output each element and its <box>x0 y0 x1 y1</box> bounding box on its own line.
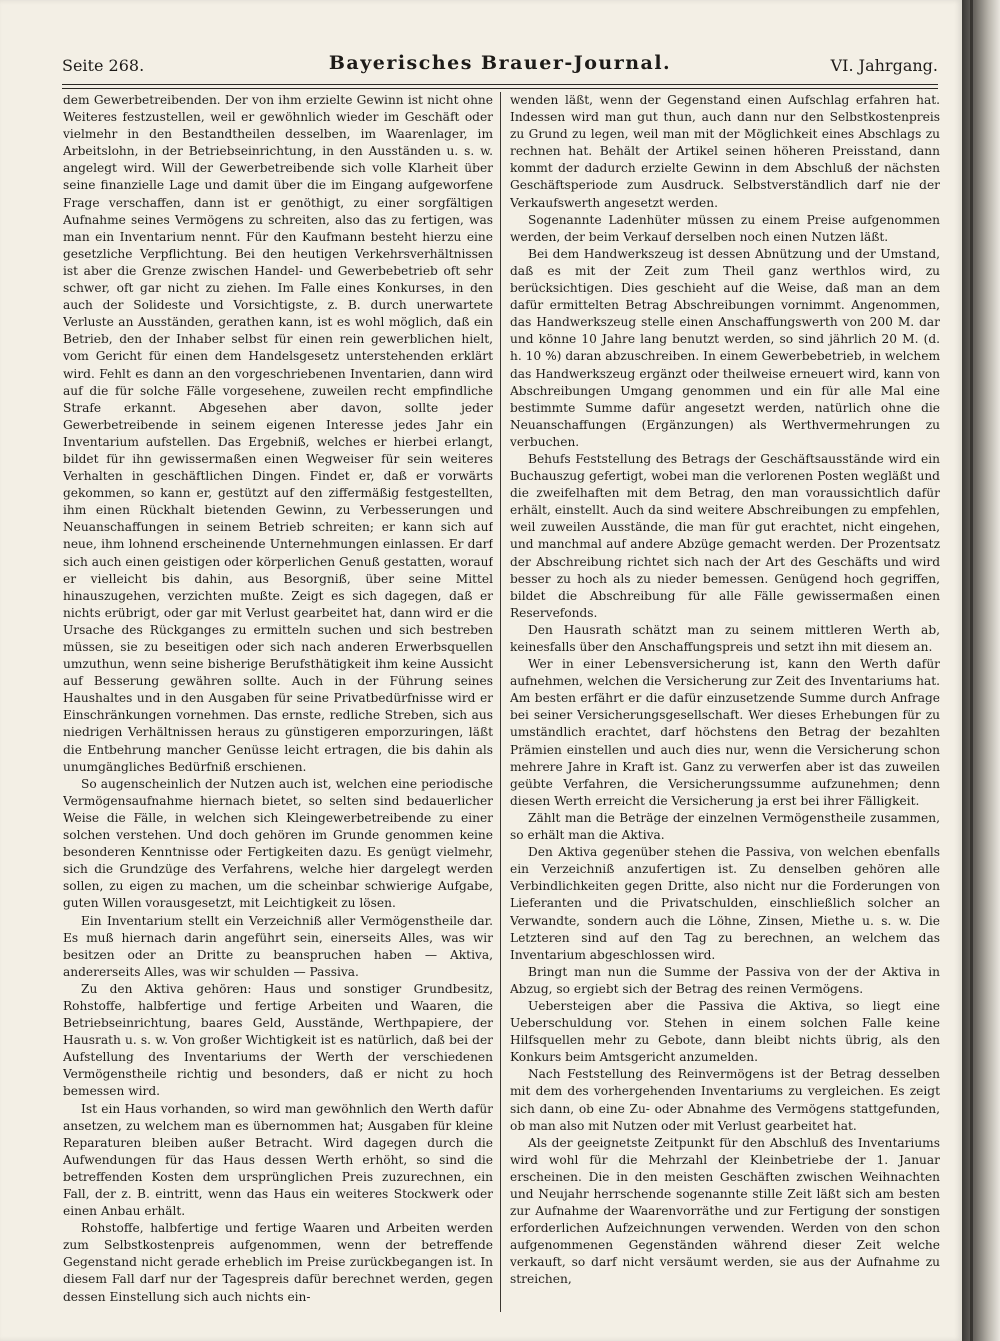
paragraph: Ein Inventarium stellt ein Verzeichniß aller Vermögenstheile dar. Es muß hiernach darin angeführt sein, einerseits Alles, was wir besitzen oder an Dritte zu beanspruchen haben — Aktiva, andererseits Alles, was wir schulden — Passiva. <box>63 913 493 979</box>
page-header <box>62 50 938 82</box>
column-divider <box>500 92 501 1312</box>
header-rule-thin <box>62 88 938 89</box>
page-number: Seite 268. <box>62 56 145 75</box>
volume-label: VI. Jahrgang. <box>830 56 938 75</box>
paragraph: Behufs Feststellung des Betrags der Geschäftsausstände wird ein Buchauszug gefertigt, wobei man die verlorenen Posten wegläßt und die zweifelhaften mit dem Betrag, den man voraussichtlich dafür erhält, einstellt. Auch da sind weitere Abschreibungen zu empfehlen, weil zuweilen Ausstände, die man für gut erachtet, nicht eingehen, und manchmal auf andere Abzüge gemacht werden. Der Prozentsatz der Abschreibung richtet sich nach der Art des Geschäfts und wird besser zu hoch als zu nieder bemessen. Genügend hoch gegriffen, bildet die Abschreibung für alle Fälle gewissermaßen einen Reservefonds. <box>510 451 940 620</box>
paragraph: So augenscheinlich der Nutzen auch ist, welchen eine periodische Vermögensaufnahme hiernach bietet, so selten sind bedauerlicher Weise die Fälle, in welchen sich Kleingewerbetreibende zu einer solchen verstehen. Und doch gehören im Grunde genommen keine besonderen Kenntnisse oder Fertigkeiten dazu. Es genügt vielmehr, sich die Grundzüge des Verfahrens, welche hier dargelegt werden sollen, zu eigen zu machen, um die scheinbar schwierige Aufgabe, guten Willen vorausgesetzt, mit Leichtigkeit zu lösen. <box>63 776 493 911</box>
paragraph: Den Aktiva gegenüber stehen die Passiva, von welchen ebenfalls ein Verzeichniß anzufertigen ist. Zu denselben gehören alle Verbindlichkeiten gegen Dritte, also nicht nur die Forderungen von Lieferanten und die Privatschulden, einschließlich solcher an Verwandte, sondern auch die Löhne, Zinsen, Miethe u. s. w. Die Letzteren sind auf den Tag zu berechnen, an welchem das Inventarium abgeschlossen wird. <box>510 845 940 962</box>
page-edge <box>962 0 1000 1341</box>
paragraph: Sogenannte Ladenhüter müssen zu einem Preise aufgenommen werden, der beim Verkauf derselben noch einen Nutzen läßt. <box>510 212 940 244</box>
paragraph: wenden läßt, wenn der Gegenstand einen Aufschlag erfahren hat. Indessen wird man gut thun, auch dann nur den Selbstkostenpreis zu Grund zu legen, weil man mit der Möglichkeit eines Abschlags zu rechnen hat. Behält der Artikel seinen höheren Preisstand, dann kommt der dadurch erzielte Gewinn in dem Abschluß der nächsten Geschäftsperiode zum Ausdruck. Selbstverständlich darf nie der Verkaufswerth angesetzt werden. <box>510 93 940 210</box>
paragraph: Zu den Aktiva gehören: Haus und sonstiger Grundbesitz, Rohstoffe, halbfertige und fertige Arbeiten und Waaren, die Betriebseinrichtung, baares Geld, Ausstände, Werthpapiere, der Hausrath u. s. w. Von großer Wichtigkeit ist es natürlich, daß bei der Aufstellung des Inventariums der Werth der verschiedenen Vermögenstheile richtig und besonders, daß er nicht zu hoch bemessen wird. <box>63 981 493 1099</box>
journal-title: Bayerisches Brauer-Journal. <box>328 52 672 74</box>
paragraph: Bei dem Handwerkszeug ist dessen Abnützung und der Umstand, daß es mit der Zeit zum Theil ganz werthlos wird, zu berücksichtigen. Dies geschieht auf die Weise, daß man an dem dafür ermittelten Betrag Abschreibungen vornimmt. Angenommen, das Handwerkszeug stelle einen Anschaffungswerth von 200 M. dar und könne 10 Jahre lang benutzt werden, so sind jährlich 20 M. (d. h. 10 %) daran abzuschreiben. In einem Gewerbebetrieb, in welchem das Handwerkszeug ergänzt oder theilweise erneuert wird, kann von Abschreibungen Umgang genommen und ein für alle Mal eine bestimmte Summe dafür angesetzt werden, natürlich ohne die Neuanschaffungen (Ergänzungen) als Werthvermehrungen zu verbuchen. <box>510 246 940 449</box>
right-column <box>510 92 940 1318</box>
paragraph: Bringt man nun die Summe der Passiva von der der Aktiva in Abzug, so ergiebt sich der Betrag des reinen Vermögens. <box>510 964 940 996</box>
paragraph: Wer in einer Lebensversicherung ist, kann den Werth dafür aufnehmen, welchen die Versicherung zur Zeit des Inventariums hat. Am besten erfährt er die dafür einzusetzende Summe durch Anfrage bei seiner Versicherungsgesellschaft. Wer dieses Erhebungen für zu umständlich erachtet, darf höchstens den Betrag der bezahlten Prämien einstellen und auch dies nur, wenn die Versicherung schon mehrere Jahre in Kraft ist. Ganz zu verwerfen aber ist das zuweilen geübte Verfahren, die Versicherungssumme aufzunehmen; denn diesen Werth erreicht die Versicherung ja erst bei ihrer Fälligkeit. <box>510 657 940 808</box>
header-rule <box>62 84 938 85</box>
paragraph: dem Gewerbetreibenden. Der von ihm erzielte Gewinn ist nicht ohne Weiteres festzustellen, weil er gewöhnlich wieder im Geschäft oder vielmehr in den Bestandtheilen desselben, im Waarenlager, im Arbeitslohn, in der Betriebseinrichtung, in den Ausständen u. s. w. angelegt wird. Will der Gewerbetreibende sich volle Klarheit über seine finanzielle Lage und damit über die im Eingang aufgeworfene Frage verschaffen, dann ist er genöthigt, zu einer sorgfältigen Aufnahme seines Vermögens zu schreiten, also das zu fertigen, was man ein Inventarium nennt. Für den Kaufmann besteht hierzu eine gesetzliche Verpflichtung. Bei den heutigen Verkehrsverhältnissen ist aber die Grenze zwischen Handel- und Gewerbebetrieb oft sehr schwer, oft gar nicht zu ziehen. Im Falle eines Konkurses, in den auch der Solideste und Vorsichtigste, z. B. durch unerwartete Verluste an Ausständen, gerathen kann, ist es wohl möglich, daß ein Betrieb, den der Inhaber selbst für einen rein gewerblichen hielt, vom Gericht für einen dem Handelsgesetz unterstehenden erklärt wird. Fehlt es dann an den vorgeschriebenen Inventarien, dann wird auf die für solche Fälle vorgesehene, zuweilen recht empfindliche Strafe erkannt. Abgesehen aber davon, sollte jeder Gewerbetreibende in seinem eigenen Interesse jedes Jahr ein Inventarium aufstellen. Das Ergebniß, welches er hierbei erlangt, bildet für ihn gewissermaßen einen Wegweiser für sein weiteres Verhalten in geschäftlichen Dingen. Findet er, daß er vorwärts gekommen, so kann er, gestützt auf den ziffermäßig festgestellten, ihm einen Rückhalt bietenden Gewinn, zu Verbesserungen und Neuanschaffungen in seinem Betrieb schreiten; er kann sich auf neue, ihm lohnend erscheinende Unternehmungen einlassen. Er darf sich auch einen geistigen oder körperlichen Genuß gestatten, worauf er vielleicht bis dahin, aus Besorgniß, über seine Mittel hinauszugehen, verzichten mußte. Zeigt es sich dagegen, daß er nichts erübrigt, oder gar mit Verlust gearbeitet hat, dann wird er die Ursache des Rückganges zu ermitteln suchen und sich bestreben müssen, sie zu beseitigen oder sich nach anderen Erwerbsquellen umzuthun, wenn seine bisherige Berufsthätigkeit ihm keine Aussicht auf Besserung gewähren sollte. Auch in der Führung seines Haushaltes und in den Ausgaben für seine Privatbedürfnisse wird er Einschränkungen vornehmen. Das ernste, redliche Streben, sich aus niedrigen Verhältnissen heraus zu günstigeren emporzuringen, läßt die Entbehrung mancher Genüsse leicht ertragen, die bis dahin als unumgängliches Bedürfniß erschienen. <box>63 93 493 774</box>
left-column <box>63 92 493 1318</box>
paragraph: Nach Feststellung des Reinvermögens ist der Betrag desselben mit dem des vorhergehenden Inventariums zu vergleichen. Es zeigt sich dann, ob eine Zu- oder Abnahme des Vermögens stattgefunden, ob man also mit Nutzen oder mit Verlust gearbeitet hat. <box>510 1067 940 1133</box>
paragraph: Uebersteigen aber die Passiva die Aktiva, so liegt eine Ueberschuldung vor. Stehen in einem solchen Falle keine Hilfsquellen mehr zu Gebote, dann bleibt nichts übrig, als den Konkurs beim Amtsgericht anzumelden. <box>510 998 940 1065</box>
paragraph: Rohstoffe, halbfertige und fertige Waaren und Arbeiten werden zum Selbstkostenpreis aufgenommen, wenn der betreffende Gegenstand nicht gerade erheblich im Preise zurückbegangen ist. In diesem Fall darf nur der Tagespreis dafür berechnet werden, gegen dessen Einstellung sich auch nichts ein- <box>63 1221 493 1304</box>
paragraph: Als der geeignetste Zeitpunkt für den Abschluß des Inventariums wird wohl für die Mehrzahl der Kleinbetriebe der 1. Januar erscheinen. Die in den meisten Geschäften zwischen Weihnachten und Neujahr herrschende sogenannte stille Zeit läßt sich am besten zur Aufnahme der Waarenvorräthe und zur Fertigung der sonstigen erforderlichen Aufzeichnungen verwenden. Werden von den schon aufgenommenen Gegenständen während dieser Zeit welche verkauft, so darf nicht versäumt werden, sie aus der Aufnahme zu streichen, <box>510 1135 940 1287</box>
paragraph: Den Hausrath schätzt man zu seinem mittleren Werth ab, keinesfalls über den Anschaffungspreis und setzt ihn mit diesem an. <box>510 622 940 654</box>
paragraph: Ist ein Haus vorhanden, so wird man gewöhnlich den Werth dafür ansetzen, zu welchem man es übernommen hat; Ausgaben für kleine Reparaturen bleiben außer Betracht. Wird dagegen durch die Aufwendungen für das Haus dessen Werth erhöht, so sind die betreffenden Kosten dem ursprünglichen Preis zuzurechnen, ein Fall, der z. B. eintritt, wenn das Haus ein weiteres Stockwerk oder einen Anbau erhält. <box>63 1101 493 1219</box>
paragraph: Zählt man die Beträge der einzelnen Vermögenstheile zusammen, so erhält man die Aktiva. <box>510 810 940 843</box>
